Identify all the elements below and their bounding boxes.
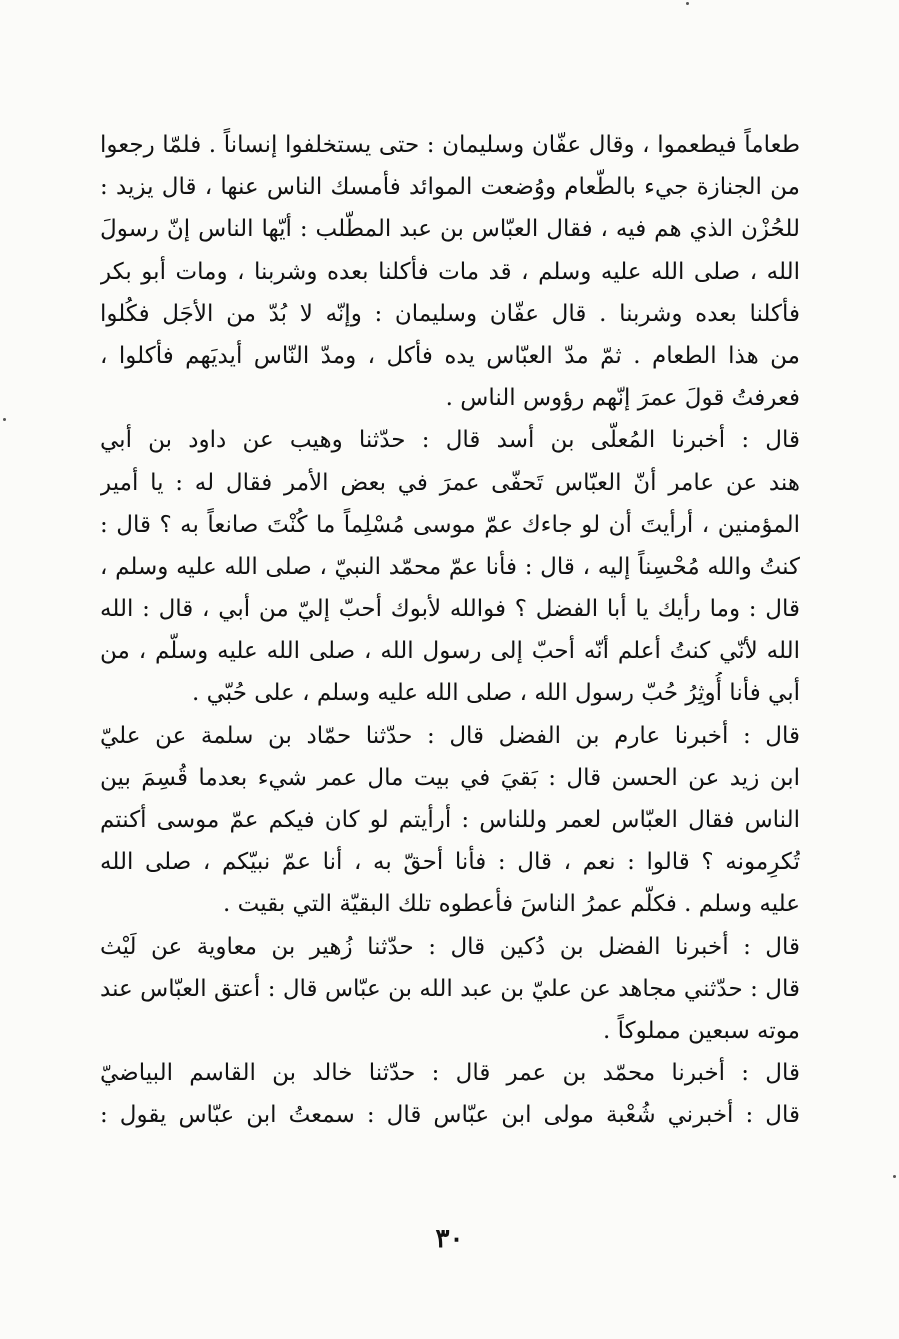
- page-number: ٣٠: [435, 1224, 464, 1254]
- text-line: قال : حدّثني مجاهد عن عليّ بن عبد الله بن عبّاس قال : أعتق العبّاس عند: [100, 975, 800, 1002]
- text-line: قال : وما رأيك يا أبا الفضل ؟ فوالله لأبوك أحبّ إليّ من أبي ، قال : الله: [100, 596, 800, 623]
- text-line: الله ، صلى الله عليه وسلم ، قد مات فأكلنا بعده وشربنا ، ومات أبو بكر: [100, 258, 800, 285]
- text-line: أبي فأنا أُوثِرُ حُبّ رسول الله ، صلى الله عليه وسلم ، على حُبّي .: [192, 680, 800, 707]
- text-line: فأكلنا بعده وشربنا . قال عفّان وسليمان : وإنّه لا بُدّ من الأجَل فكُلوا: [100, 300, 800, 327]
- text-line: المؤمنين ، أرأيتَ أن لو جاءك عمّ موسى مُسْلِماً ما كُنْتَ صانعاً به ؟ قال :: [100, 511, 800, 538]
- scan-speck: [893, 1175, 896, 1178]
- text-line: قال : أخبرني شُعْبة مولى ابن عبّاس قال : سمعتُ ابن عبّاس يقول :: [100, 1102, 800, 1129]
- text-line: عليه وسلم . فكلّم عمرُ الناسَ فأعطوه تلك البقيّة التي بقيت .: [223, 891, 800, 918]
- text-line: قال : أخبرنا المُعلّى بن أسد قال : حدّثنا وهيب عن داود بن أبي: [100, 427, 800, 454]
- body-text: [100, 124, 800, 1137]
- scan-speck: [686, 2, 689, 5]
- scan-speck: [3, 418, 6, 421]
- text-line: للحُزْن الذي هم فيه ، فقال العبّاس بن عبد المطّلب : أيّها الناس إنّ رسولَ: [100, 216, 800, 243]
- text-line: من هذا الطعام . ثمّ مدّ العبّاس يده فأكل ، ومدّ النّاس أيديَهم فأكلوا ،: [100, 342, 800, 369]
- text-line: الناس فقال العبّاس لعمر وللناس : أرأيتم لو كان فيكم عمّ موسى أكنتم: [100, 807, 800, 833]
- text-line: هند عن عامر أنّ العبّاس تَحفّى عمرَ في بعض الأمر فقال له : يا أمير: [100, 469, 800, 496]
- text-line: موته سبعين مملوكاً .: [602, 1017, 800, 1044]
- text-line: تُكرِمونه ؟ قالوا : نعم ، قال : فأنا أحقّ به ، أنا عمّ نبيّكم ، صلى الله: [100, 849, 800, 876]
- text-line: طعاماً فيطعموا ، وقال عفّان وسليمان : حتى يستخلفوا إنساناً . فلمّا رجعوا: [100, 132, 800, 158]
- text-line: فعرفتُ قولَ عمرَ إنّهم رؤوس الناس .: [445, 385, 800, 412]
- text-line: ابن زيد عن الحسن قال : بَقيَ في بيت مال عمر شيء بعدما قُسِمَ بين: [100, 764, 800, 791]
- text-line: قال : أخبرنا عارم بن الفضل قال : حدّثنا حمّاد بن سلمة عن عليّ: [100, 722, 800, 749]
- text-line: من الجنازة جيء بالطّعام ووُضعت الموائد فأمسك الناس عنها ، قال يزيد :: [100, 174, 800, 201]
- text-line: الله لأنّي كنتُ أعلم أنّه أحبّ إلى رسول الله ، صلى الله عليه وسلّم ، من: [100, 638, 800, 665]
- text-line: قال : أخبرنا محمّد بن عمر قال : حدّثنا خالد بن القاسم البياضيّ: [100, 1060, 800, 1087]
- text-line: كنتُ والله مُحْسِناً إليه ، قال : فأنا عمّ محمّد النبيّ ، صلى الله عليه وسلم ،: [100, 553, 800, 580]
- text-line: قال : أخبرنا الفضل بن دُكين قال : حدّثنا زُهير بن معاوية عن لَيْث: [100, 933, 800, 960]
